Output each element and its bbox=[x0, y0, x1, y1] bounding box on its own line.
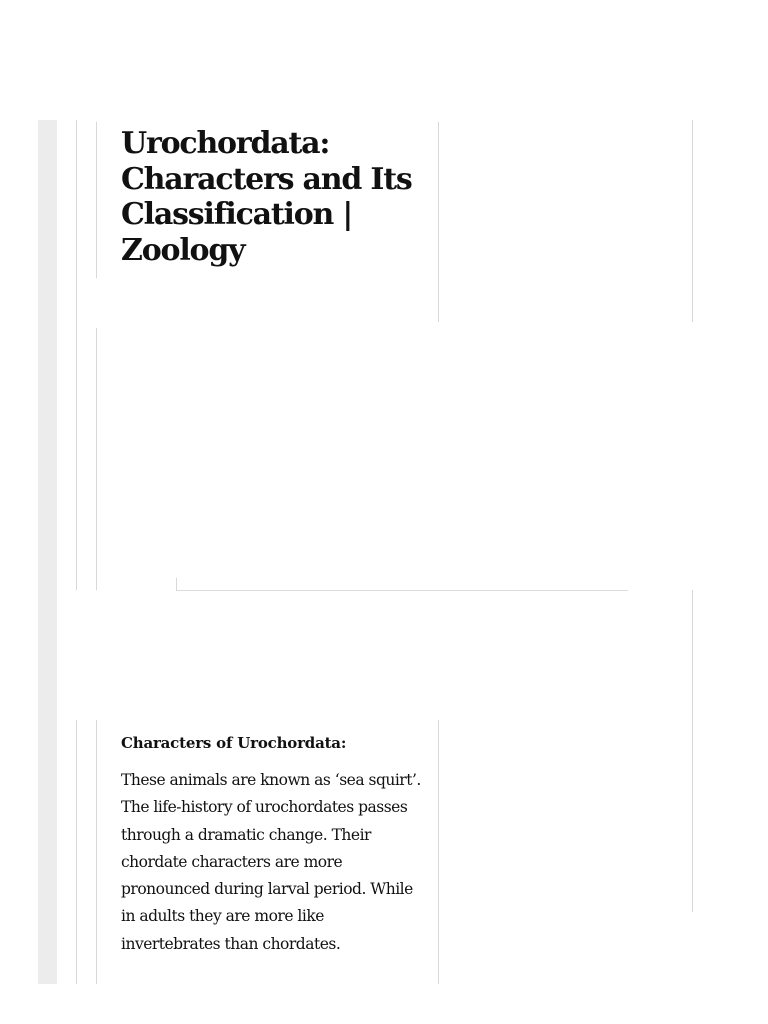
frame-line-title-left bbox=[96, 122, 97, 278]
frame-line-left-upper bbox=[76, 120, 77, 590]
left-gutter-bar bbox=[38, 120, 57, 984]
section-heading: Characters of Urochordata: bbox=[121, 734, 347, 752]
frame-line-content-left bbox=[96, 720, 97, 984]
ad-area-bottom-border bbox=[176, 590, 628, 591]
frame-line-ad-tick bbox=[176, 578, 177, 590]
frame-line-right-upper bbox=[692, 120, 693, 322]
frame-line-right-lower bbox=[692, 590, 693, 912]
article-paragraph: These animals are known as ‘sea squirt’. The life-history of urochordates passes through a dramatic change. Their chordate characters are more pronounced during larval period. While in adults they are more like invertebrates than chordates. bbox=[121, 771, 421, 953]
article-title: Urochordata: Characters and Its Classification | Zoology bbox=[121, 126, 412, 268]
frame-line-title-right bbox=[438, 122, 439, 322]
frame-line-content-right bbox=[438, 720, 439, 984]
frame-line-left-lower bbox=[76, 720, 77, 984]
frame-line-ad-left bbox=[96, 328, 97, 590]
